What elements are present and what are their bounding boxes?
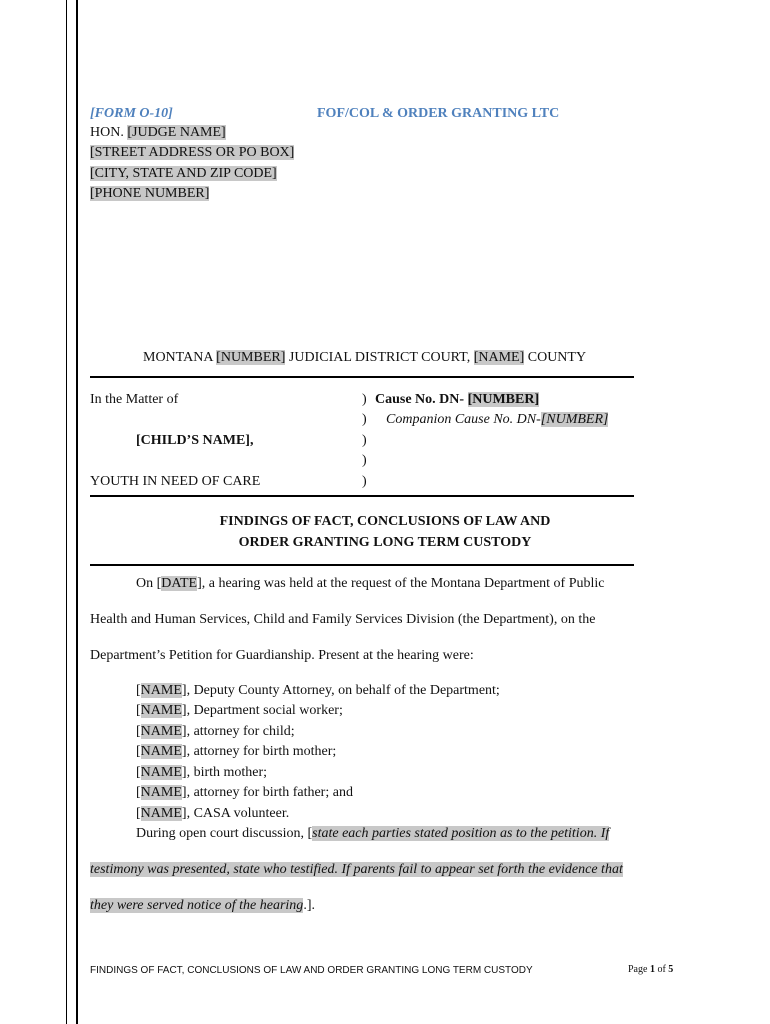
- attendee-role: ], attorney for birth father; and: [181, 785, 353, 800]
- caption-paren: ): [362, 474, 367, 489]
- court-heading: [143, 350, 586, 366]
- discussion-line3: [90, 898, 315, 914]
- instruction-placeholder: testimony was presented, state who testified. If parents fail to appear set forth the evidence that: [90, 862, 623, 877]
- attendee-item: [NAME], attorney for birth father; and: [136, 785, 353, 800]
- caption-paren: ): [362, 453, 367, 468]
- attendee-role: ], Department social worker;: [181, 703, 343, 718]
- discussion-line1: [136, 826, 609, 842]
- hearing-paragraph-line3: Department’s Petition for Guardianship. Present at the hearing were:: [90, 648, 474, 663]
- attendee-item: [NAME], attorney for birth mother;: [136, 744, 337, 759]
- name-placeholder: NAME: [140, 724, 182, 739]
- city-line: [90, 166, 277, 182]
- attendee-role: ], Deputy County Attorney, on behalf of the Department;: [181, 683, 500, 698]
- text: ], a hearing was held at the request of the Montana Department of Public: [197, 576, 605, 591]
- discussion-line2: [90, 862, 623, 878]
- page-of: of: [654, 964, 669, 975]
- name-placeholder: NAME: [140, 744, 182, 759]
- rule-title-bottom: [90, 564, 634, 566]
- margin-line-inner: [76, 0, 78, 1024]
- rule-caption-bottom: [90, 495, 634, 497]
- name-placeholder: NAME: [140, 683, 182, 698]
- matter-label: In the Matter of: [90, 392, 179, 407]
- companion-prefix: Companion Cause No. DN-: [386, 412, 541, 427]
- judge-line: [90, 125, 226, 141]
- cause-prefix: Cause No. DN-: [375, 392, 468, 407]
- phone-line: [90, 186, 209, 202]
- attendee-item: [NAME], Deputy County Attorney, on behalf of the Department;: [136, 683, 500, 698]
- judge-name-placeholder: [JUDGE NAME]: [127, 125, 226, 140]
- name-placeholder: NAME: [140, 806, 182, 821]
- hearing-paragraph-line2: Health and Human Services, Child and Family Services Division (the Department), on the: [90, 612, 596, 627]
- margin-line-outer: [66, 0, 67, 1024]
- name-placeholder: NAME: [140, 785, 182, 800]
- form-id: [FORM O-10]: [90, 106, 173, 121]
- text: During open court discussion, [: [136, 826, 313, 841]
- judge-prefix: HON.: [90, 125, 128, 140]
- cause-number-placeholder: [NUMBER]: [467, 392, 540, 407]
- instruction-placeholder: state each parties stated position as to the petition. If: [312, 826, 610, 841]
- cause-number-line: [375, 392, 539, 408]
- address-placeholder: [STREET ADDRESS OR PO BOX]: [90, 145, 295, 160]
- attendee-item: [NAME], birth mother;: [136, 765, 268, 780]
- attendee-item: [NAME], Department social worker;: [136, 703, 343, 718]
- district-number-placeholder: [NUMBER]: [216, 350, 286, 365]
- page-current: 1: [649, 964, 655, 975]
- form-title: FOF/COL & ORDER GRANTING LTC: [317, 106, 560, 121]
- rule-top: [90, 376, 634, 378]
- attendee-role: ], CASA volunteer.: [181, 806, 290, 821]
- address-line: [90, 145, 294, 161]
- court-suffix: COUNTY: [524, 350, 587, 365]
- companion-cause-line: [386, 412, 608, 428]
- attendee-role: ], attorney for birth mother;: [181, 744, 337, 759]
- order-title-line2: ORDER GRANTING LONG TERM CUSTODY: [238, 535, 532, 550]
- caption-paren: ): [362, 433, 367, 448]
- county-name-placeholder: [NAME]: [473, 350, 525, 365]
- court-prefix: MONTANA: [143, 350, 217, 365]
- page-label: Page: [628, 964, 650, 975]
- caption-paren: ): [362, 392, 367, 407]
- attendee-role: ], birth mother;: [181, 765, 268, 780]
- attendee-item: [NAME], attorney for child;: [136, 724, 295, 739]
- child-name-placeholder: [CHILD’S NAME],: [136, 433, 254, 448]
- hearing-paragraph-line1: [136, 576, 604, 592]
- attendee-role: ], attorney for child;: [181, 724, 295, 739]
- city-placeholder: [CITY, STATE AND ZIP CODE]: [90, 166, 277, 181]
- footer-title: FINDINGS OF FACT, CONCLUSIONS OF LAW AND ORDER GRANTING LONG TERM CUSTODY: [90, 965, 533, 976]
- attendee-item: [NAME], CASA volunteer.: [136, 806, 290, 821]
- date-placeholder: DATE: [161, 576, 198, 591]
- text: .].: [303, 898, 315, 913]
- instruction-placeholder: they were served notice of the hearing: [90, 898, 304, 913]
- name-placeholder: NAME: [140, 765, 182, 780]
- companion-number-placeholder: [NUMBER]: [540, 412, 609, 427]
- caption-paren: ): [362, 412, 367, 427]
- order-title-line1: FINDINGS OF FACT, CONCLUSIONS OF LAW AND: [219, 514, 551, 529]
- youth-label: YOUTH IN NEED OF CARE: [90, 474, 261, 489]
- page-number: [628, 964, 673, 975]
- page-total: 5: [668, 964, 674, 975]
- court-middle: JUDICIAL DISTRICT COURT,: [285, 350, 474, 365]
- name-placeholder: NAME: [140, 703, 182, 718]
- phone-placeholder: [PHONE NUMBER]: [90, 186, 210, 201]
- text: On [: [136, 576, 162, 591]
